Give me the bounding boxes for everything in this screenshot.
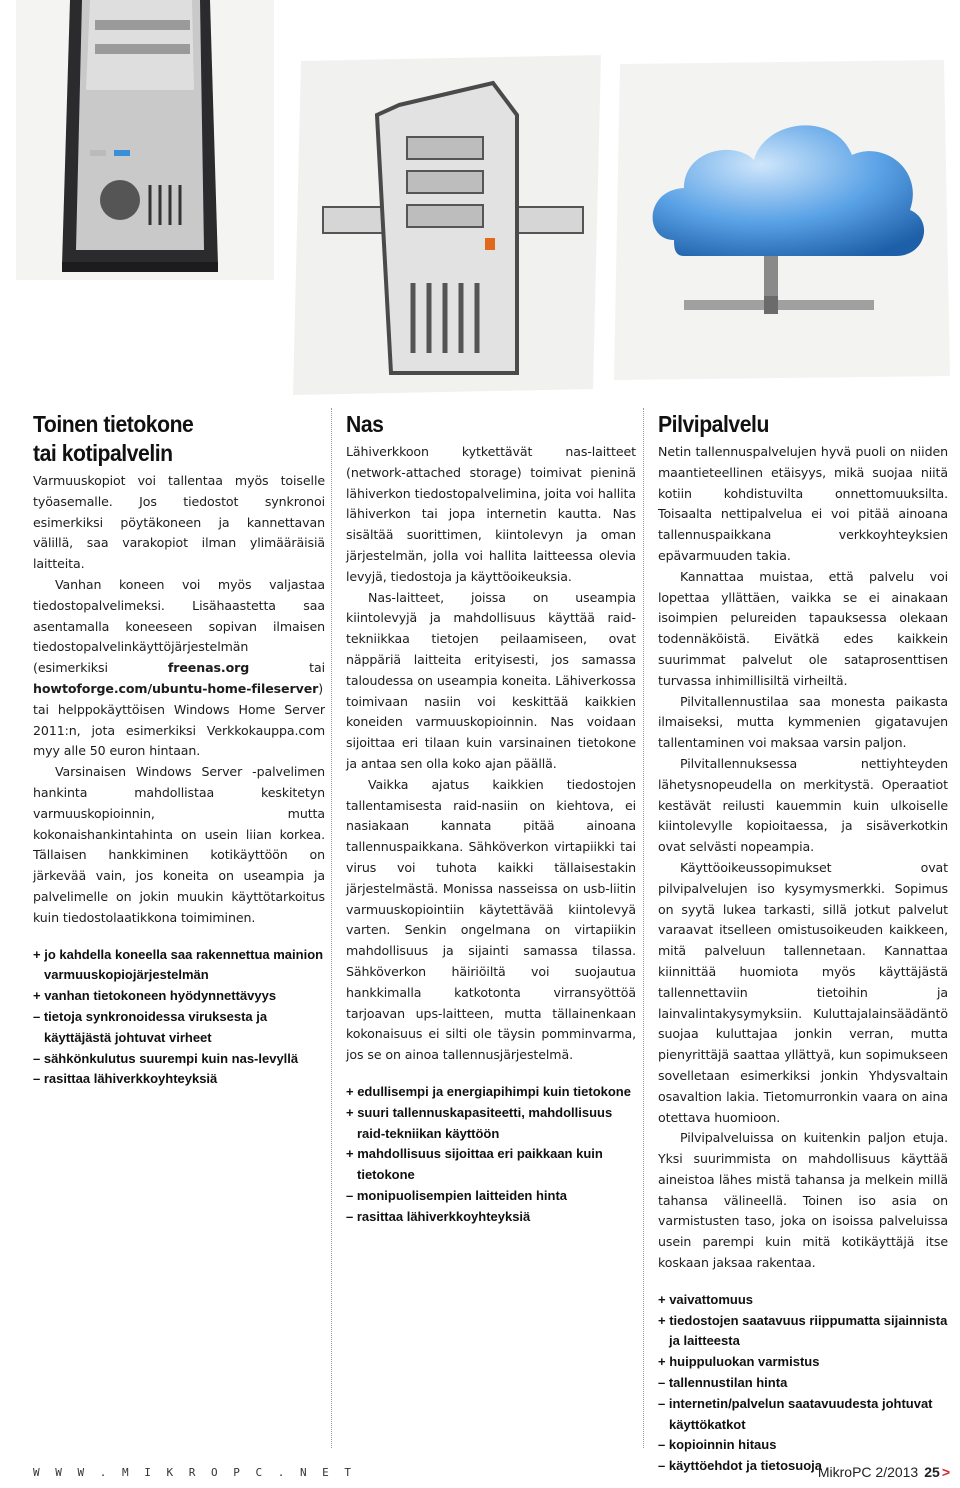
section-heading: Toinen tietokone tai kotipalvelin — [33, 411, 194, 466]
body-text — [33, 471, 325, 929]
pros-cons-item: – käyttöehdot ja tietosuoja — [658, 1458, 822, 1474]
pros-cons-list — [658, 1290, 948, 1477]
bold-link-text: freenas.org — [167, 660, 250, 676]
body-text — [346, 442, 636, 1066]
pros-cons-item: – monipuolisempien laitteiden hinta — [346, 1187, 568, 1203]
paragraph: Kannattaa muistaa, että palvelu voi lopettaa yllättäen, vaikka se ei ainakaan isoimpien pelureiden tapauksessa olekaan todennäköistä. Eivätkä edes kaikkein suurimmat palvelut ole sataprosenttisen turvassa inhimillisiltä virheiltä. — [658, 568, 948, 688]
paragraph: Käyttöoikeussopimukset ovat pilvipalvelujen iso kysymysmerkki. Sopimus on syytä lukea tarkasti, sillä jotkut palvelut varaavat itselleen omistusoikeuden kaikkeen, mitä palveluun tallennetaan. Kannattaa kiinnittää huomiota myös käyttäjästä tallennettaviin tietoihin ja lainvalintakysymyksiin. Kuluttajalainsäädäntö suojaa kuluttajaa jonkin verran, mutta pienyrittäjä saattaa yllättyä, kun sopimukseen sovelletaan esimerkiksi jonkin Yhdysvaltain osavaltion lakia. Tietomurronkin vaara on aina otettava huomioon. — [658, 859, 948, 1125]
column-divider — [643, 408, 644, 1448]
pros-cons-item: – tallennustilan hinta — [658, 1375, 788, 1391]
nas-server-icon — [283, 55, 609, 395]
column-divider — [331, 408, 332, 1448]
cloud-photo — [614, 60, 952, 380]
column-cloud-service — [658, 410, 948, 1477]
pc-tower-photo — [10, 0, 280, 290]
pros-cons-item: – rasittaa lähiverkkoyhteyksiä — [33, 1071, 218, 1087]
paragraph: Varmuuskopiot voi tallentaa myös toiselle työasemalle. Jos tiedostot synkronoi esimerkiksi pöytäkoneen ja kannettavan välillä, saa varakopiot ilman ylimääräisiä laitteita. — [33, 473, 325, 572]
column-nas — [346, 410, 636, 1227]
footer-issue-info — [818, 1464, 950, 1480]
paragraph: Pilvipalveluissa on kuitenkin paljon etuja. Yksi suurimmista on mahdollisuus käyttää aineistoa lähes mistä tahansa ja melkein millä tahansa välineellä. Toinen iso asia on varmistusten taso, joka on isoissa palveluissa usein parempi kuin mitä kotikäyttäjä itse koskaan jaksaa rakentaa. — [658, 1130, 948, 1271]
paragraph: Pilvitallennuksessa nettiyhteyden lähetysnopeudella on merkitystä. Operaatiot kestävät reilusti kauemmin kuin ulkoiselle kiintolevylle kopioitaessa, ja sisäverkotkin ovat selvästi nopeampia. — [658, 755, 948, 855]
paragraph: Nas-laitteet, joissa on useampia kiintolevyjä ja mahdollisuus käyttää raid-tekniikkaa tietojen peilaamiseen, ovat näppäriä laitteita erityisesti, jos samassa taloudessa on useampia koneita. Lähiverkossa toimivaan nasiin voi keskittää kaikkien koneiden varmuuskopioinnin. Nas voidaan sijoittaa eri tilaan kuin varsinainen tietokone ja antaa sen olla koko ajan päällä. — [346, 589, 636, 771]
next-page-arrow-icon: > — [941, 1464, 950, 1480]
paragraph: Vanhan koneen voi myös valjastaa tiedostopalvelimeksi. Lisähaastetta saa asentamalla koneeseen sopivan ilmaisen tiedostopalvelinkäyttöjärjestelmän (esimerkiksi freenas.org tai howtoforge.com/ubuntu-home-fileserver) tai helppokäyttöisen Windows Home Server 2011:n, jota esimerkiksi Verkkokauppa.com myy alle 50 euron hintaan. — [33, 576, 325, 759]
body-text — [658, 442, 948, 1274]
footer-website: W W W . M I K R O P C . N E T — [33, 1466, 356, 1479]
section-heading: Nas — [346, 411, 384, 437]
paragraph: Varsinaisen Windows Server -palvelimen hankinta mahdollistaa keskitetyn varmuuskopioinnin, mutta kokonaishankintahinta on usein liian korkea. Tällaisen hankkiminen kotikäyttöön on järkevää vain, jos koneita on useampia ja palvelimelle on jokin muukin käyttötarkoitus kuin tiedostolaatikkona toimiminen. — [33, 764, 325, 925]
pros-cons-item: – kopioinnin hitaus — [658, 1437, 777, 1453]
pros-cons-item: + tiedostojen saatavuus riippumatta sijainnista ja laitteesta — [658, 1312, 948, 1349]
page-number: 25 — [924, 1464, 940, 1480]
pros-cons-item: + huippuluokan varmistus — [658, 1354, 820, 1370]
pros-cons-item: – internetin/palvelun saatavuudesta johtuvat käyttökatkot — [658, 1395, 933, 1432]
pros-cons-item: + suuri tallennuskapasiteetti, mahdollisuus raid-tekniikan käyttöön — [346, 1104, 613, 1141]
pros-cons-list — [346, 1082, 636, 1228]
pros-cons-item: + vaivattomuus — [658, 1291, 754, 1307]
paragraph: Vaikka ajatus kaikkien tiedostojen tallentamisesta raid-nasiin on kiehtova, ei nasiakaan kannata pitää ainoana tallennuspaikkana. Sähköverkon virtapiikki tai virus voi tuhota kaikki tällaisestakin järjestelmästä. Monissa nasseissa on usb-liitin varmuuskopiointiin käytettävää kiintolevyä varten. Senkin ongelmana on virtapiikin mahdollisuus ja sijainti samassa tilassa. Sähköverkon häiriöiltä voi suojautua hankkimalla katkotonta virransyöttöä tarjoavan ups-laitteen, mutta tällainenkaan kokonaisuus ei silti ole täysin pomminvarma, jos se on ainoa tallennusjärjestelmä. — [346, 776, 636, 1063]
column-second-computer — [33, 410, 325, 1090]
footer-issue: MikroPC 2/2013 — [817, 1464, 919, 1480]
paragraph: Lähiverkkoon kytkettävät nas-laitteet (network-attached storage) toimivat pieninä lähiverkon tiedostopalvelimina, joita voi hallita lähiverkon tai jopa internetin kautta. Nas sisältää suorittimen, kiintolevyn ja oman järjestelmän, jolla voi hallita laitteessa olevia levyjä, tiedostoja ja käyttöoikeuksia. — [346, 444, 636, 584]
nas-server-photo — [283, 55, 609, 395]
paragraph: Pilvitallennustilaa saa monesta paikasta ilmaiseksi, mutta kymmenien gigatavujen tallentaminen voi maksaa varsin paljon. — [658, 693, 948, 751]
bold-link-text: howtoforge.com/ubuntu-home-fileserver — [33, 680, 319, 696]
pros-cons-list — [33, 945, 325, 1091]
pros-cons-item: + vanhan tietokoneen hyödynnettävyys — [33, 988, 277, 1004]
cloud-icon — [614, 60, 952, 380]
pros-cons-item: + edullisempi ja energiapihimpi kuin tietokone — [346, 1083, 631, 1099]
pros-cons-item: – tietoja synkronoidessa viruksesta ja käyttäjästä johtuvat virheet — [33, 1008, 268, 1045]
pc-tower-icon — [10, 0, 280, 290]
pros-cons-item: + jo kahdella koneella saa rakennettua mainion varmuuskopiojärjestelmän — [33, 946, 324, 983]
section-heading: Pilvipalvelu — [658, 411, 769, 437]
pros-cons-item: + mahdollisuus sijoittaa eri paikkaan kuin tietokone — [346, 1146, 603, 1183]
pros-cons-item: – sähkönkulutus suurempi kuin nas-levyllä — [33, 1050, 299, 1066]
paragraph: Netin tallennuspalvelujen hyvä puoli on niiden maantieteellinen etäisyys, mikä suojaa niitä kotiin kohdistuvilta onnettomuuksilta. Toisaalta nettipalvelua ei voi pitää ainoana tallennuspaikkana verkkoyhteyksien epävarmuuden takia. — [658, 444, 948, 563]
photo-strip — [0, 0, 960, 400]
pros-cons-item: – rasittaa lähiverkkoyhteyksiä — [346, 1208, 531, 1224]
